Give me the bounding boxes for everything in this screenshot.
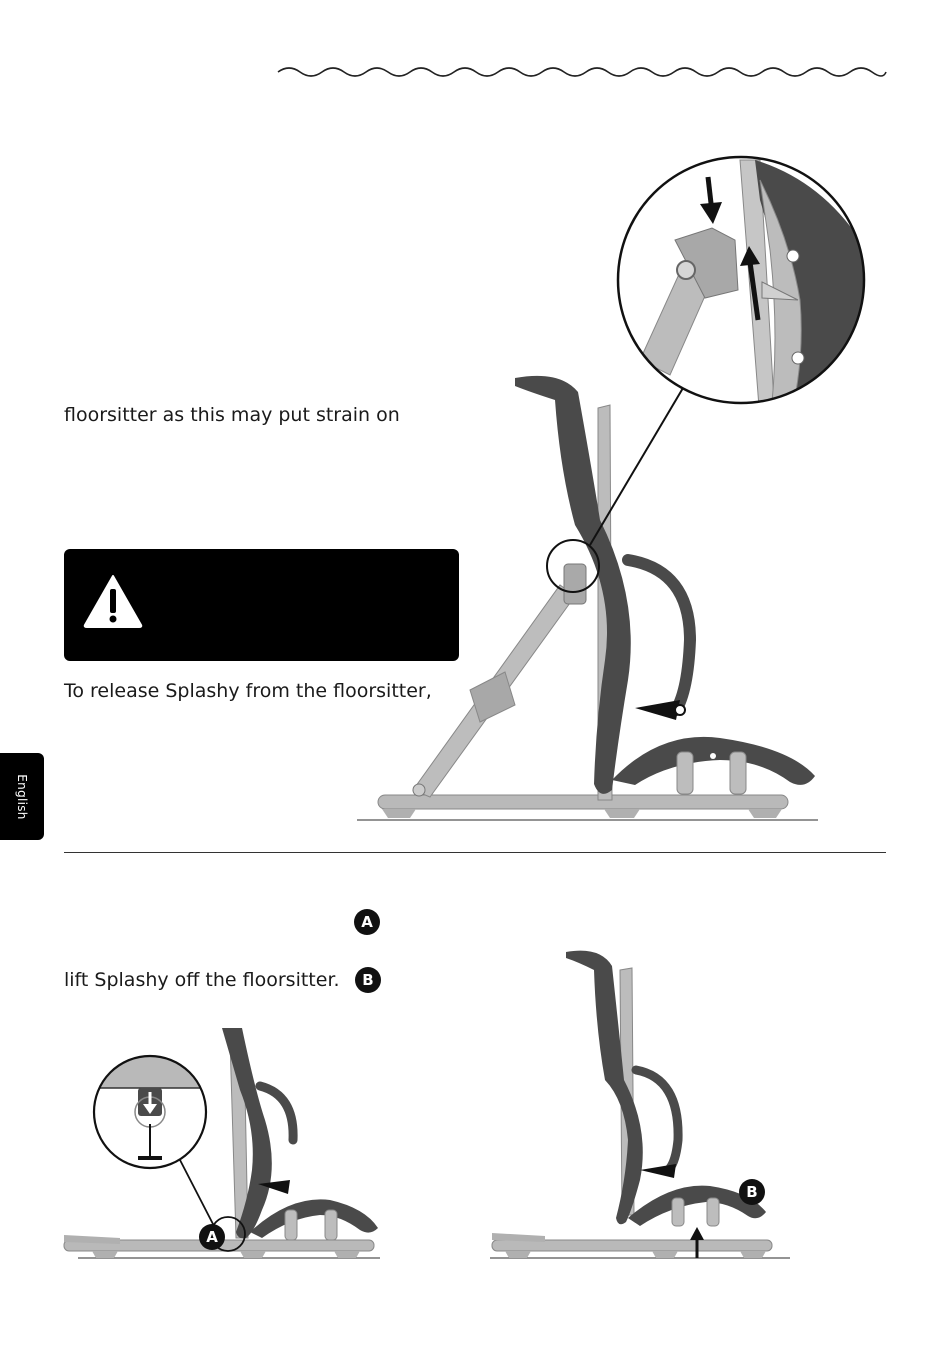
instruction-text-line-2: To release Splashy from the floorsitter, — [64, 680, 432, 702]
instruction-text-line-3: lift Splashy off the floorsitter. — [64, 969, 340, 991]
illustration-badge-a: A — [199, 1224, 225, 1250]
language-tab-label: English — [15, 773, 29, 820]
label-badge-b: B — [355, 967, 381, 993]
illustration-badge-b: B — [739, 1179, 765, 1205]
label-badge-a: A — [354, 909, 380, 935]
instruction-text-line-1: floorsitter as this may put strain on — [64, 404, 400, 426]
